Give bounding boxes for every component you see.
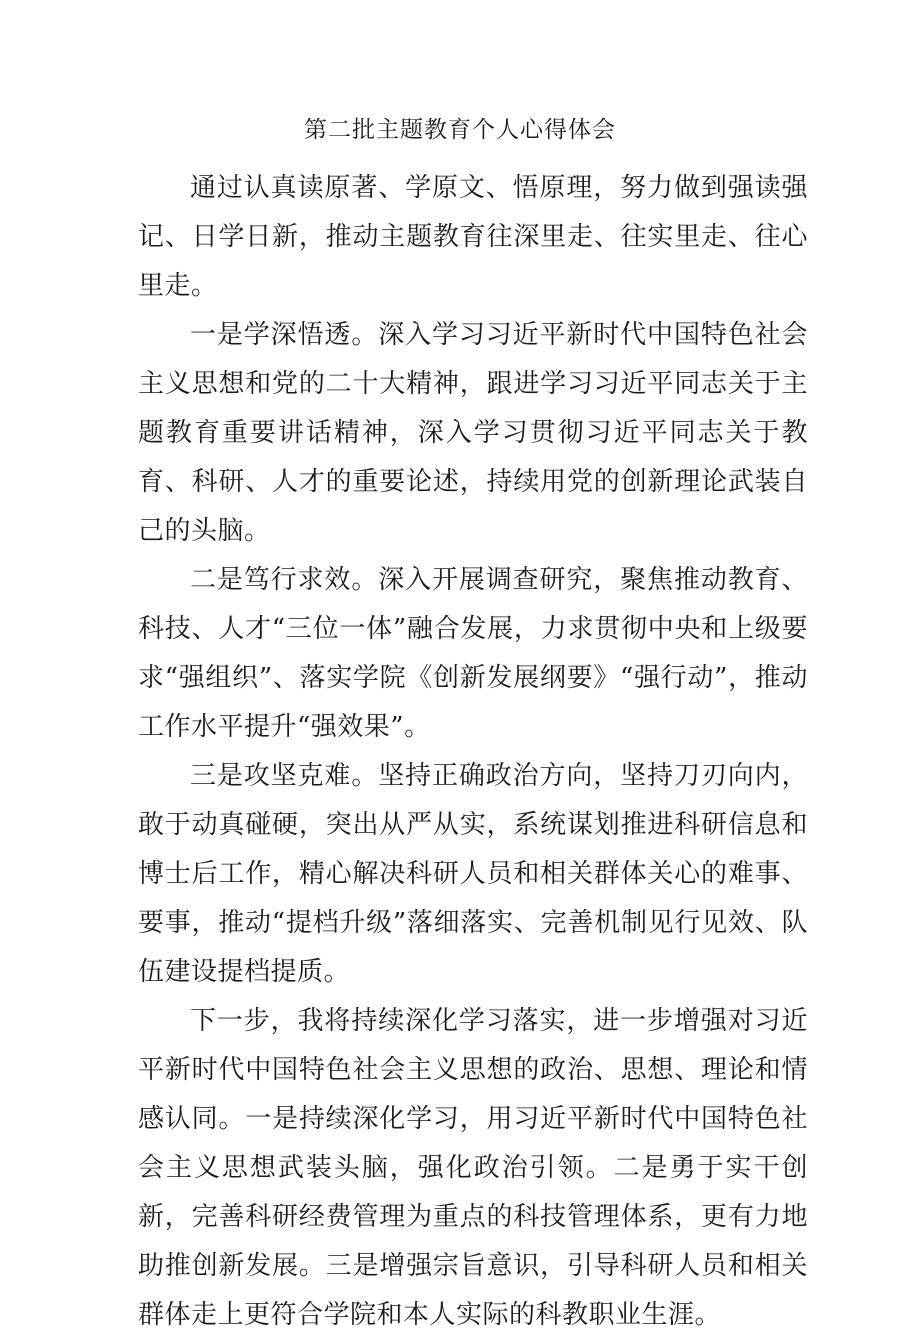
paragraph-overcome-difficulties: 三是攻坚克难。坚持正确政治方向，坚持刀刃向内，敢于动真碰硬，突出从严从实，系统谋划推进科研信息和博士后工作，精心解决科研人员和相关群体关心的难事、要事，推动“提档升级”落细落实、完善机制见行见效、队伍建设提档提质。	[138, 761, 808, 987]
paragraph-intro: 通过认真读原著、学原文、悟原理，努力做到强读强记、日学日新，推动主题教育往深里走、往实里走、往心里走。	[138, 173, 808, 301]
paragraph-act-effectively: 二是笃行求效。深入开展调查研究，聚焦推动教育、科技、人才“三位一体”融合发展，力求贯彻中央和上级要求“强组织”、落实学院《创新发展纲要》“强行动”，推动工作水平提升“强效果”。	[138, 565, 808, 742]
paragraph-study-deeply: 一是学深悟透。深入学习习近平新时代中国特色社会主义思想和党的二十大精神，跟进学习习近平同志关于主题教育重要讲话精神，深入学习贯彻习近平同志关于教育、科研、人才的重要论述，持续用党的创新理论武装自己的头脑。	[138, 320, 808, 546]
document-title: 第二批主题教育个人心得体会	[304, 117, 616, 143]
document-body	[138, 164, 808, 1340]
paragraph-next-steps: 下一步，我将持续深化学习落实，进一步增强对习近平新时代中国特色社会主义思想的政治、思想、理论和情感认同。一是持续深化学习，用习近平新时代中国特色社会主义思想武装头脑，强化政治引领。二是勇于实干创新，完善科研经费管理为重点的科技管理体系，更有力地助推创新发展。三是增强宗旨意识，引导科研人员和相关群体走上更符合学院和本人实际的科教职业生涯。	[138, 1006, 808, 1330]
